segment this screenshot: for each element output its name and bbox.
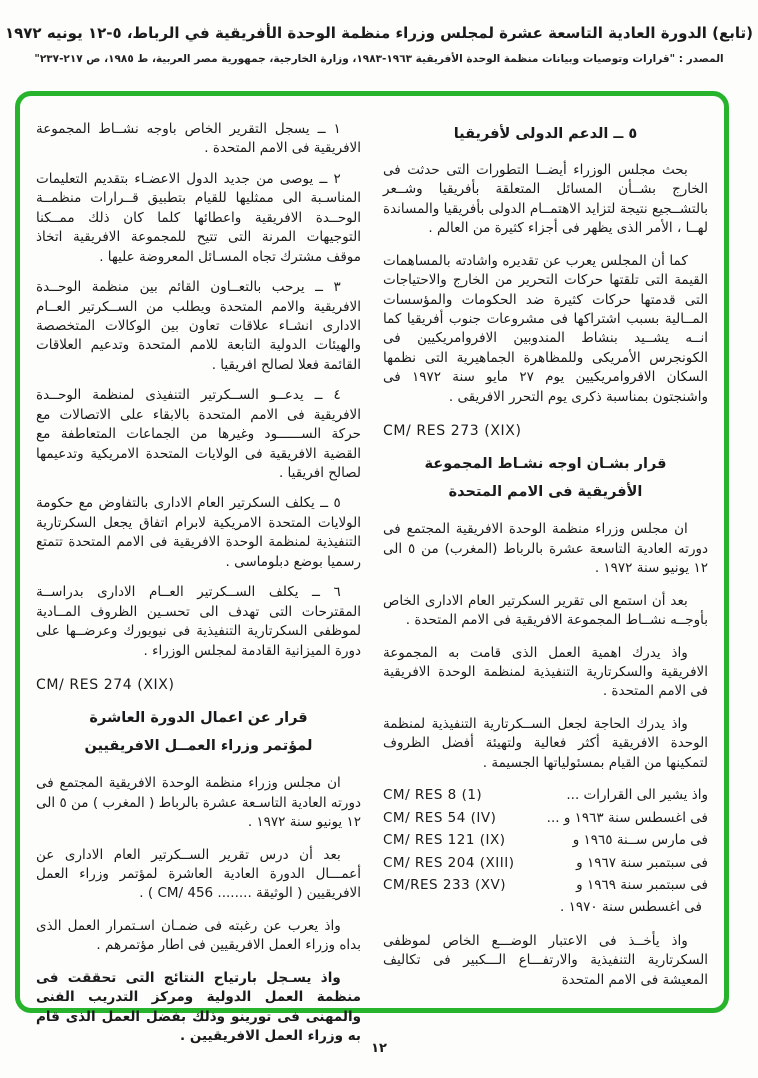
resolution-ref-code: CM/ RES 121 (IX) — [383, 832, 506, 849]
resolution-ref-row — [383, 786, 708, 805]
resolution-274-title — [36, 705, 361, 760]
operative-item-6: ٦ ــ يكلف الســكرتير العــام الادارى بدراســة المقترحات التى تهدف الى تحسـين الظروف المــادية لموظفى السكرتارية التنفيذية فى نيويورك وعرضــها على دورة الميزانية القادمة لمجلس الوزراء . — [36, 584, 361, 659]
content-frame — [15, 91, 729, 1044]
resolution-ref-text: فى سبتمبر سنة ١٩٦٩ و — [576, 876, 708, 893]
page-number: ١٢ — [371, 1041, 387, 1056]
resolution-ref-text: واذ يشير الى القرارات ... — [566, 787, 708, 804]
paragraph: ان مجلس وزراء منظمة الوحدة الافريقية المجتمع فى دورته العادية التاسـعة عشرة بالرباط ( المغرب ) من ٥ الى ١٢ يونيو سنة ١٩٧٢ . — [36, 775, 361, 831]
paragraph: بحث مجلس الوزراء أيضــا التطورات التى حدثت فى الخارج بشــأن المسائل المتعلقة بأفريقيا وشــعر بالتشــجيع نتيجة لتزايد الاهتمــام الدولى بأفريقيا والمساندة لهــا ، الأمر الذى يظهر فى أجزاء كثيرة من العالم . — [383, 161, 708, 237]
paragraph: كما أن المجلس يعرب عن تقديره واشادته بالمساهمات القيمة التى تلقتها حركات التحرير من الخارج والاحتياجات التى قدمتها حركات كثيرة ضد الحكومات والمؤسسات المــالية بسبب اشتراكها فى مشروعات جنوب أفريقيا كما انــه يشــيد بنشاط المندوبين الافروامريكيين فى الكونجرس الأمريكى وللمظاهرة الجماهيرية التى نظمها السكان الافروامريكيين يوم ٢٧ مايو سنة ١٩٧٢ فى واشنجتون بمناسبة ذكرى يوم التحرر الافريقى . — [383, 252, 709, 405]
referenced-resolutions-list — [383, 786, 708, 918]
resolution-ref-text: فى سبتمبر سنة ١٩٦٧ و — [576, 854, 708, 871]
resolution-ref-row — [383, 876, 708, 895]
column-right — [383, 120, 708, 1000]
paragraph: واذ يسـجل بارتياح النتائج التى تحققت فى منظمة العمل الدولية ومركز التدريب الفنى والمهنى فى تورينو وذلك بفضل العمل الذى قام به وزراء العمل الافريقيين . — [36, 969, 361, 1044]
operative-item-1: ١ ــ يسجل التقرير الخاص باوجه نشــاط المجموعة الافريقية فى الامم المتحدة . — [36, 121, 361, 157]
operative-item-5: ٥ ــ يكلف السكرتير العام الادارى بالتفاوض مع حكومة الولايات المتحدة الامريكية لابرام اتفاق يجعل السكرتارية التنفيذية لمنظمة الوحدة الافريقية فى الامم المتحدة تتمتع رسميا بوضع دبلوماسى . — [36, 495, 361, 570]
resolution-code-273: CM/ RES 273 (XIX) — [383, 423, 522, 440]
resolution-ref-row — [383, 831, 708, 850]
resolution-ref-text: فى اغسطس سنة ١٩٧٠ . — [560, 899, 702, 916]
paragraph: واذ يعرب عن رغبته فى ضمـان اسـتمرار العمل الذى بداه وزراء العمل الافريقيين فى اطار مؤتمرهم . — [36, 917, 361, 954]
resolution-274-title-line1: قرار عن اعمال الدورة العاشرة — [89, 710, 308, 727]
resolution-ref-text: فى مارس ســنة ١٩٦٥ و — [572, 832, 708, 849]
resolution-273-title-line2: الأفريقية فى الامم المتحدة — [448, 483, 643, 500]
section5-heading: ٥ ــ الدعم الدولى لأفريقيا — [453, 126, 638, 142]
two-column-layout — [20, 96, 724, 1044]
paragraph: ان مجلس وزراء منظمة الوحدة الافريقية المجتمع فى دورته العادية التاسعة عشرة بالرباط (المغرب) من ٥ الى ١٢ يونيو سنة ١٩٧٢ . — [383, 521, 708, 577]
paragraph: واذ يدرك الحاجة لجعل الســكرتارية التنفيذية لمنظمة الوحدة الافريقية أكثر فعالية ولتهيئة أفضل الظروف لتمكينها من القيام بمسئولياتها الجسيمة . — [383, 715, 708, 771]
resolution-code-274: CM/ RES 274 (XIX) — [36, 676, 175, 693]
page-title: (تابع) الدورة العادية التاسعة عشرة لمجلس وزراء منظمة الوحدة الأفريقية في الرباط، ٥-١٢ يونيه ١٩٧٢ — [4, 24, 754, 42]
resolution-ref-code: CM/ RES 54 (IV) — [383, 809, 497, 826]
operative-item-2: ٢ ــ يوصى من جديد الدول الاعضـاء بتقديم التعليمات المناسـبة الى ممثليها للقيام بتطبيق قــرارات منظمــة الوحــدة الافريقية واعطائها كلما كان ذلك ممــكنا التوجيهات المرنة التى تتيح للمجموعة الافريقية اتخاذ موقف مشترك تجاه المسـائل المعروضة عليها . — [36, 170, 361, 265]
column-left — [36, 120, 361, 1044]
paragraph: بعد أن استمع الى تقرير السكرتير العام الادارى الخاص بأوجــه نشــاط المجموعة الافريقية فى الامم المتحدة . — [383, 592, 708, 629]
resolution-273-title-line1: قرار بشـان اوجه نشـاط المجموعة — [424, 456, 667, 473]
resolution-ref-row — [383, 854, 708, 873]
operative-item-4: ٤ ــ يدعــو الســكرتير التنفيذى لمنظمة الوحــدة الافريقية فى الامم المتحدة بالابقاء على الاتصالات مع حركة الســــــود وغيرها من الجماعات المتعاطفة مع القضية الافريقية فى الولايات المتحدة الامريكية وتدعيمها لصالح افريقيا . — [36, 387, 361, 481]
source-line: المصدر : "قرارات وتوصيات وبيانات منظمة الوحدة الأفريقية ١٩٦٣-١٩٨٣، وزارة الخارجية، جمهورية مصر العربية، ط ١٩٨٥، ص ٢١٧-٢٣٧" — [34, 53, 724, 65]
resolution-ref-code: CM/ RES 204 (XIII) — [383, 854, 515, 871]
paragraph: واذ يأخــذ فى الاعتبار الوضـــع الخاص لموظفى السكرتارية التنفيذية والارتفـــاع الـــكبير فى تكاليف المعيشة فى الامم المتحدة — [383, 932, 708, 988]
resolution-273-title — [383, 451, 708, 506]
paragraph: واذ يدرك اهمية العمل الذى قامت به المجموعة الافريقية والسكرتارية التنفيذية لمنظمة الوحدة الافريقية فى الامم المتحدة . — [383, 644, 708, 700]
page-header — [0, 24, 758, 65]
resolution-ref-row — [383, 809, 708, 828]
paragraph: بعد أن درس تقرير الســكرتير العام الادارى عن أعمـــال الدورة العادية العاشرة لمؤتمر وزراء العمل الافريقيين ( الوثيقة ........ CM/ 456 ) . — [36, 846, 361, 902]
resolution-ref-text: فى اغسطس سنة ١٩٦٣ و ... — [546, 809, 708, 826]
resolution-ref-code: CM/RES 233 (XV) — [383, 876, 506, 893]
resolution-274-title-line2: لمؤتمر وزراء العمــل الافريقيين — [84, 737, 313, 754]
operative-item-3: ٣ ــ يرحب بالتعــاون القائم بين منظمة الوحــدة الافريقية والامم المتحدة ويطلب من الســكرتير العــام الادارى انشـاء علاقات تعاون بين الوكالات المتخصصة والهيئات الدولية التابعة للامم المتحدة وتدعيم العلاقات القائمة فعلا لصالح افريقيا . — [36, 279, 361, 373]
resolution-ref-code: CM/ RES 8 (1) — [383, 787, 483, 804]
